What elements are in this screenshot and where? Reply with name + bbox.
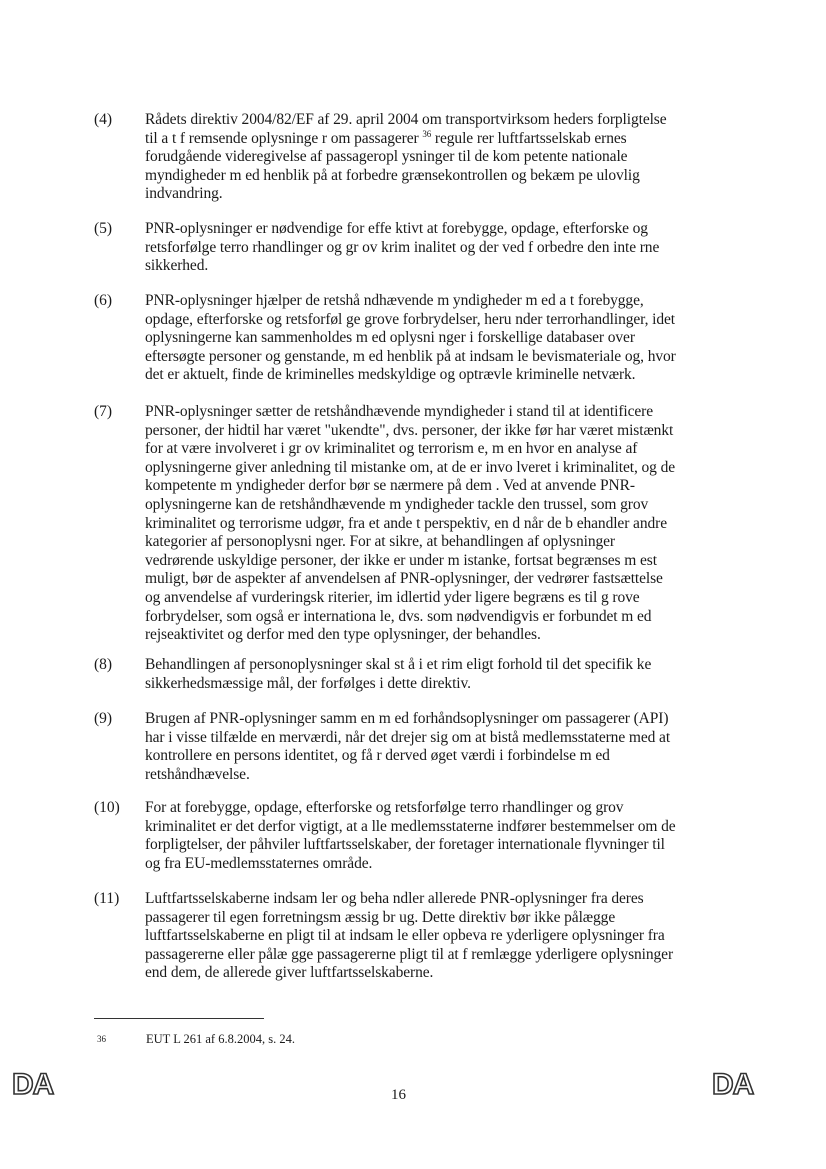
text-line: oplysningerne kan sammenholdes m ed oplysni nger i forskellige databaser over xyxy=(145,329,635,347)
language-code-left: DA xyxy=(12,1068,54,1101)
paragraph-text xyxy=(145,890,701,983)
text-segment: til a t f remsende oplysninge r om passagerer xyxy=(145,129,419,147)
text-line: retsforfølge terro rhandlinger og gr ov krim inalitet og der ved f orbedre den inte rne xyxy=(145,238,660,256)
text-line: og anvendelse af vurderingsk riterier, im idlertid yder ligere begræns es til g rove xyxy=(145,588,640,606)
text-line: forpligtelser, der påhviler luftfartsselskaber, der foretager internationale flyvninger til xyxy=(145,836,665,854)
footnote-text: EUT L 261 af 6.8.2004, s. 24. xyxy=(146,1032,295,1046)
text-line: opdage, efterforske og retsforføl ge grove forbrydelser, heru nder terrorhandlinger, idet xyxy=(145,310,675,328)
text-line: passagererne eller pålæ gge passagererne pligt til at f remlægge yderligere oplysninger xyxy=(145,945,674,963)
paragraph-text xyxy=(145,292,701,385)
text-line: Brugen af PNR-oplysninger samm en m ed forhåndsoplysninger om passagerer (API) xyxy=(145,710,669,727)
text-line xyxy=(145,130,701,149)
text-segment: regule rer luftfartsselskab ernes xyxy=(431,129,627,147)
text-line: oplysningerne giver anledning til mistanke om, at de er invo lveret i kriminalitet, og de xyxy=(145,458,676,476)
text-line: vedrørende uskyldige personer, der ikke er under m istanke, fortsat begrænses m est xyxy=(145,551,657,569)
paragraph-number: (9) xyxy=(94,710,113,727)
paragraph-text xyxy=(145,111,701,204)
text-line: kriminalitet er det derfor vigtigt, at a lle medlemsstaterne indfører bestemmelser om de xyxy=(145,817,676,835)
text-line: Rådets direktiv 2004/82/EF af 29. april 2004 om transportvirksom heders forpligtelse xyxy=(145,111,667,128)
paragraph-number: (7) xyxy=(94,403,113,420)
text-line: PNR-oplysninger hjælper de retshå ndhævende m yndigheder m ed a t forebygge, xyxy=(145,292,644,309)
text-line: eftersøgte personer og genstande, m ed henblik på at indsam le bevismateriale og, hvor xyxy=(145,347,676,365)
text-line: Luftfartsselskaberne indsam ler og beha ndler allerede PNR-oplysninger fra deres xyxy=(145,890,644,907)
language-code-right: DA xyxy=(712,1068,754,1101)
text-line: har i visse tilfælde en merværdi, når det drejer sig om at bistå medlemsstaterne med at xyxy=(145,728,671,746)
text-line: myndigheder m ed henblik på at forbedre grænsekontrollen og bekæm pe ulovlig xyxy=(145,166,640,184)
footnote-number: 36 xyxy=(97,1034,106,1044)
paragraph-number: (11) xyxy=(94,890,120,907)
paragraph-text xyxy=(145,403,701,645)
text-line: forudgående videregivelse af passageropl ysninger til de kom petente nationale xyxy=(145,148,628,166)
text-line: kriminalitet og terrorisme udgør, fra et ande t perspektiv, en d når de b ehandler andre xyxy=(145,514,667,532)
text-line: end dem, de allerede giver luftfartsselskaberne. xyxy=(145,964,434,982)
text-line: Behandlingen af personoplysninger skal st å i et rim eligt forhold til det specifik ke xyxy=(145,656,652,673)
text-line: retshåndhævelse. xyxy=(145,765,250,783)
text-line: kontrollere en persons identitet, og få r derved øget værdi i forbindelse m ed xyxy=(145,747,610,765)
text-line: for at være involveret i gr ov kriminalitet og terrorism e, m en hvor en analyse af xyxy=(145,440,638,458)
paragraph-text xyxy=(145,656,701,693)
paragraph-number: (8) xyxy=(94,656,113,673)
paragraph-number: (10) xyxy=(94,799,120,816)
text-line: passagerer til egen forretningsm æssig br ug. Dette direktiv bør ikke pålægge xyxy=(145,908,616,926)
text-line: kategorier af personoplysni nger. For at sikre, at behandlingen af oplysninger xyxy=(145,533,615,551)
text-line: og fra EU-medlemsstaternes område. xyxy=(145,854,373,872)
text-line: det er aktuelt, finde de kriminelles medskyldige og optrævle kriminelle netværk. xyxy=(145,366,636,384)
paragraph-text xyxy=(145,220,701,276)
text-line: forbrydelser, som også er internationa le, dvs. som nødvendigvis er forbundet m ed xyxy=(145,607,652,625)
paragraph-number: (4) xyxy=(94,111,113,128)
paragraph-text xyxy=(145,710,701,784)
paragraph-number: (5) xyxy=(94,220,113,237)
text-line: kompetente m yndigheder derfor bør se nærmere på dem . Ved at anvende PNR- xyxy=(145,477,635,495)
text-line: luftfartsselskaberne en pligt til at indsam le eller opbeva re yderligere oplysninger fra xyxy=(145,927,665,945)
text-line: PNR-oplysninger sætter de retshåndhævende myndigheder i stand til at identificere xyxy=(145,403,654,420)
text-line: muligt, bør de aspekter af anvendelsen af PNR-oplysninger, der vedrører fastsættelse xyxy=(145,570,663,588)
text-line: indvandring. xyxy=(145,185,223,203)
text-line: oplysningerne kan de retshåndhævende m yndigheder tackle den trussel, som grov xyxy=(145,495,649,513)
text-line: For at forebygge, opdage, efterforske og retsforfølge terro rhandlinger og grov xyxy=(145,799,624,816)
text-line: personer, der hidtil har været "ukendte", dvs. personer, der ikke før har været mistænkt xyxy=(145,421,674,439)
paragraph-text xyxy=(145,799,701,873)
footnote-divider xyxy=(94,1018,264,1019)
text-line: sikkerhedsmæssige mål, der forfølges i dette direktiv. xyxy=(145,674,471,692)
footnote-ref[interactable]: 36 xyxy=(422,128,432,139)
text-line: sikkerhed. xyxy=(145,257,209,275)
page-number: 16 xyxy=(391,1087,406,1103)
text-line: PNR-oplysninger er nødvendige for effe ktivt at forebygge, opdage, efterforske og xyxy=(145,220,648,237)
paragraph-number: (6) xyxy=(94,292,113,309)
text-line: rejseaktivitet og derfor med den type oplysninger, der behandles. xyxy=(145,626,541,644)
